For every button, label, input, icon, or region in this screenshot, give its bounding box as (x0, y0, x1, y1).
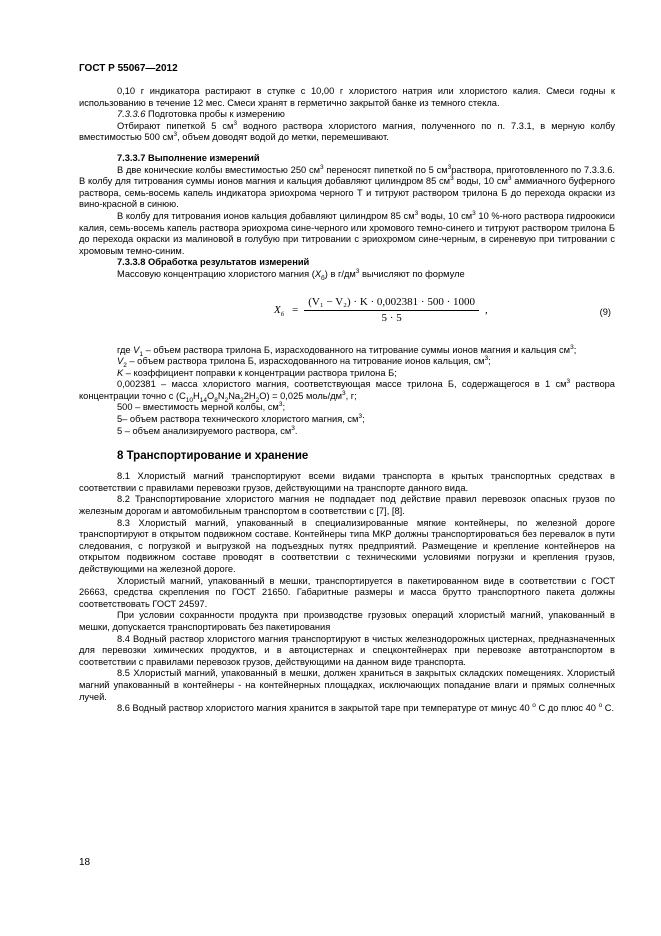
legend-v1: где $V_1$ – объем раствора трилона Б, израсходованного на титрование суммы ионов магния и кальция $см^3$; (117, 343, 577, 358)
page-content (79, 86, 615, 715)
section-7-3-3-8-heading: 7.3.3.8 Обработка результатов измерений (117, 257, 310, 268)
document-header: ГОСТ Р 55067—2012 (79, 63, 178, 74)
paragraph-8-1: 8.1 Хлористый магний транспортируют всеми видами транспорта в крытых транспортных средствах в соответствии с правилами перевозки грузов, действующими на транспорте данного вида. (79, 471, 615, 493)
legend-5-analyzed: 5 – объем анализируемого раствора, $см^3$. (117, 424, 298, 436)
paragraph-8-4: 8.4 Водный раствор хлористого магния транспортируют в чистых железнодорожных цистернах, предназначенных для перевозки химических продуктов, и в автоцистернах и спецконтейнерах при перевозке автотранспортом в соответствии с правилами перевозок грузов, действующими на данном виде транспорта. (79, 633, 615, 667)
formula-expression: $X_б$ = $\frac{\text{(V₁ − V₂) · K · 0,002381 · 500 · 1000}}{5 \cdot 5}$ , (274, 295, 488, 325)
paragraph-8-3-bags: Хлористый магний, упакованный в мешки, транспортируется в пакетированном виде в соответствии с ГОСТ 26663, средства скрепления по ГОСТ 21650. Габаритные размеры и масса брутто транспортного пакета должны соответствовать ГОСТ 24597. (79, 575, 615, 609)
paragraph-8-5: 8.5 Хлористый магний, упакованный в мешки, должен храниться в закрытых складских помещениях. Хлористый магний упакованный в контейнеры - на контейнерных площадках, исключающих попадание влаги и прямых солнечных лучей. (79, 668, 615, 702)
section-7-3-3-7-heading: 7.3.3.7 Выполнение измерений (117, 152, 260, 163)
legend-v2: $V_2$ – объем раствора трилона Б, израсходованного на титрование ионов кальция, $см^3$; (117, 355, 491, 369)
paragraph-sample-prep: Отбирают пипеткой 5 $см^3$ водного раствора хлористого магния, полученного по п. 7.3.1, в мерную колбу вместимостью 500 $см^3$, объем доводят водой до метки, перемешивают. (79, 119, 615, 143)
formula-9 (79, 289, 615, 345)
section-number: 7.3.3.6 (117, 109, 146, 120)
legend-k: K – коэффициент поправки к концентрации раствора трилона Б; (117, 367, 397, 378)
paragraph-indicator-mix: 0,10 г индикатора растирают в ступке с 10,00 г хлористого натрия или хлористого калия. Смеси годны к использованию в течение 12 мес. Смеси хранят в герметично закрытой банке из темного стекла. (79, 86, 615, 108)
section-8-heading: 8 Транспортирование и хранение (117, 450, 309, 463)
page-number: 18 (79, 857, 91, 868)
section-7-3-3-6-heading (79, 109, 615, 121)
formula-lhs: $X_б$ (274, 303, 285, 318)
paragraph-8-2: 8.2 Транспортирование хлористого магния не подпадает под действие правил перевозок опасных грузов по железным дорогам и автомобильным транспортом в соответствии с [7], [8]. (79, 494, 615, 517)
legend-500: 500 – вместимость мерной колбы, $см^3$; (117, 401, 286, 413)
paragraph-8-6: 8.6 Водный раствор хлористого магния хранится в закрытой таре при температуре от минус 40 $^о$ С до плюс 40 $^о$ С. (117, 702, 615, 714)
formula-fraction (304, 297, 479, 325)
paragraph-8-3: 8.3 Хлористый магний, упакованный в специализированные мягкие контейнеры, по железной дороге транспортируют в открытом подвижном составе. Контейнеры типа МКР должны транспортироваться без перевалок в пути следования, с погрузкой и выгрузкой на подъездных путях предприятий. Размещение и крепление контейнеров на открытом подвижном составе проводят в соответствии с техническими условиями погрузки и крепления грузов, действующими на железной дороге. (79, 517, 615, 574)
paragraph-8-3-unpacked: При условии сохранности продукта при производстве грузовых операций хлористый магний, упакованный в мешки, допускается транспортировать без пакетирования (79, 610, 615, 632)
legend-5-tech: 5– объем раствора технического хлористого магния, $см^3$; (117, 412, 365, 425)
formula-denominator: 5 · 5 (381, 312, 402, 325)
paragraph-titration-calcium: В колбу для титрования ионов кальция добавляют цилиндром 85 $см^3$ воды, 10 $см^3$ 10 %-ного раствора гидроокиси калия, семь-восемь капель раствора эриохрома сине-черного или хромового темно-синего и титруют раствором трилона Б до перехода окраски из малиновой в голубую при титровании с эриохромом сине-черным, в сиреневую при титровании с хромовым темно-синим. (79, 209, 615, 256)
formula-number: (9) (599, 306, 611, 317)
legend-mass: 0,002381 – масса хлористого магния, соответствующая массе трилона Б, содержащегося в 1 $см^3$ раствора концентрации точно с $(C_{10}H_{14}O_8N_2Na_22H_2O) = 0,025$ моль/$дм^3$, г; (79, 378, 615, 404)
paragraph-titration-sum: В две конические колбы вместимостью 250 $см^3$ переносят пипеткой по 5 $см^3раствора$, приготовленного по 7.3.3.6. В колбу для титрования суммы ионов магния и кальция добавляют цилиндром 85 $см^3$ воды, 10 $см^3$ аммиачного буферного раствора, семь-восемь капель индикатора эриохрома черного Т и титруют раствором трилона Б до перехода окраски из вино-красной в синюю. (79, 163, 615, 210)
section-title: Подготовка пробы к измерению (145, 109, 285, 120)
formula-numerator: (V₁ − V₂) · K · 0,002381 · 500 · 1000 (304, 297, 479, 312)
paragraph-formula-intro: Массовую концентрацию хлористого магния $(X_б)$ в $г/дм^3$ вычисляют по формуле (117, 267, 465, 282)
